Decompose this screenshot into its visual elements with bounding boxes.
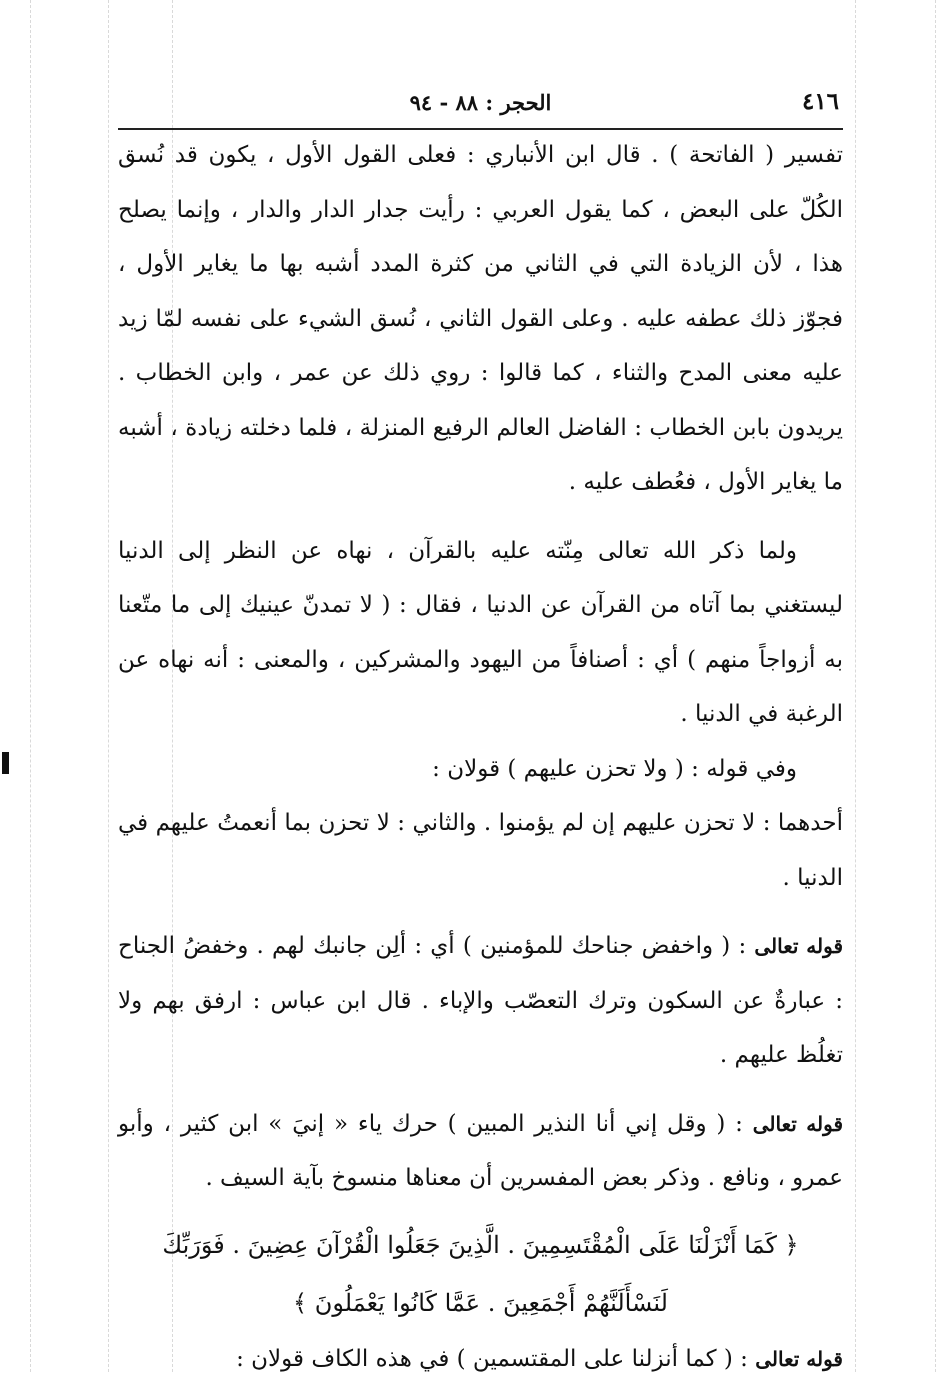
paragraph-text: أحدهما : لا تحزن عليهم إن لم يؤمنوا . والثاني : لا تحزن بما أنعمتُ عليهم في الدنيا . xyxy=(118,810,843,891)
paragraph-text: ولما ذكر الله تعالى مِنّته عليه بالقرآن ، نهاه عن النظر إلى الدنيا ليستغني بما آتاه من القرآن عن الدنيا ، فقال : ( لا تمدنّ عينيك إلى ما متّعنا به أزواجاً منهم ) أي : أصنافاً من اليهود والمشركين ، والمعنى : أنه نهاه عن الرغبة في الدنيا . xyxy=(118,538,843,728)
verse-text: ﴿ كَمَا أَنْزَلْنَا عَلَى الْمُقْتَسِمِينَ . الَّذِينَ جَعَلُوا الْقُرْآنَ عِضِينَ . فَوَرَبِّكَ لَنَسْأَلَنَّهُمْ أَجْمَعِينَ . عَمَّا كَانُوا يَعْمَلُونَ ﴾ xyxy=(162,1231,798,1317)
paragraph-text: : ( واخفض جناحك للمؤمنين ) أي : ألِن جانبك لهم . وخفضُ الجناح : عبارةٌ عن السكون وترك التعصّب والإباء . قال ابن عباس : ارفق بهم ولا تغلُظ عليهم . xyxy=(118,933,843,1068)
paragraph-text: وفي قوله : ( ولا تحزن عليهم ) قولان : xyxy=(432,756,797,782)
scan-guide-line xyxy=(30,0,31,1372)
running-title: الحجر : ٨٨ - ٩٤ xyxy=(118,90,843,115)
page-number: ٤١٦ xyxy=(802,88,839,115)
paragraph xyxy=(118,1332,843,1386)
paragraph xyxy=(118,796,843,905)
paragraph-text: : ( كما أنزلنا على المقتسمين ) في هذه الكاف قولان : xyxy=(236,1346,748,1372)
paragraph xyxy=(118,128,843,510)
paragraph-lead: قوله تعالى xyxy=(754,934,843,958)
paragraph xyxy=(118,524,843,742)
paragraph xyxy=(118,742,843,797)
scan-guide-line xyxy=(935,0,936,1372)
paragraph-lead: قوله تعالى xyxy=(753,1112,843,1136)
quran-verse xyxy=(118,1216,843,1332)
paragraph-lead: قوله تعالى xyxy=(755,1347,843,1371)
page-header xyxy=(118,82,843,130)
scan-guide-line xyxy=(855,0,856,1372)
paragraph xyxy=(118,1097,843,1206)
paragraph xyxy=(118,919,843,1083)
scan-guide-line xyxy=(108,0,109,1372)
paragraph-text: تفسير ( الفاتحة ) . قال ابن الأنباري : فعلى القول الأول ، يكون قد نُسق الكُلّ على البعض ، كما يقول العربي : رأيت جدار الدار والدار ، وإنما يصلح هذا ، لأن الزيادة التي في الثاني من كثرة المدد أشبه بها ما يغاير الأول ، فجوّز ذلك عطفه عليه . وعلى القول الثاني ، نُسق الشيء على نفسه لمّا زيد عليه معنى المدح والثناء ، كما قالوا : روي ذلك عن عمر ، وابن الخطاب . يريدون بابن الخطاب : الفاضل العالم الرفيع المنزلة ، فلما دخلته زيادة ، أشبه ما يغاير الأول ، فعُطف عليه . xyxy=(118,142,843,495)
body-text xyxy=(118,128,843,1386)
paragraph-text: : ( وقل إني أنا النذير المبين ) حرك ياء « إنيَ » ابن كثير ، وأبو عمرو ، ونافع . وذكر بعض المفسرين أن معناها منسوخ بآية السيف . xyxy=(118,1111,843,1192)
scan-edge-mark xyxy=(2,752,9,774)
